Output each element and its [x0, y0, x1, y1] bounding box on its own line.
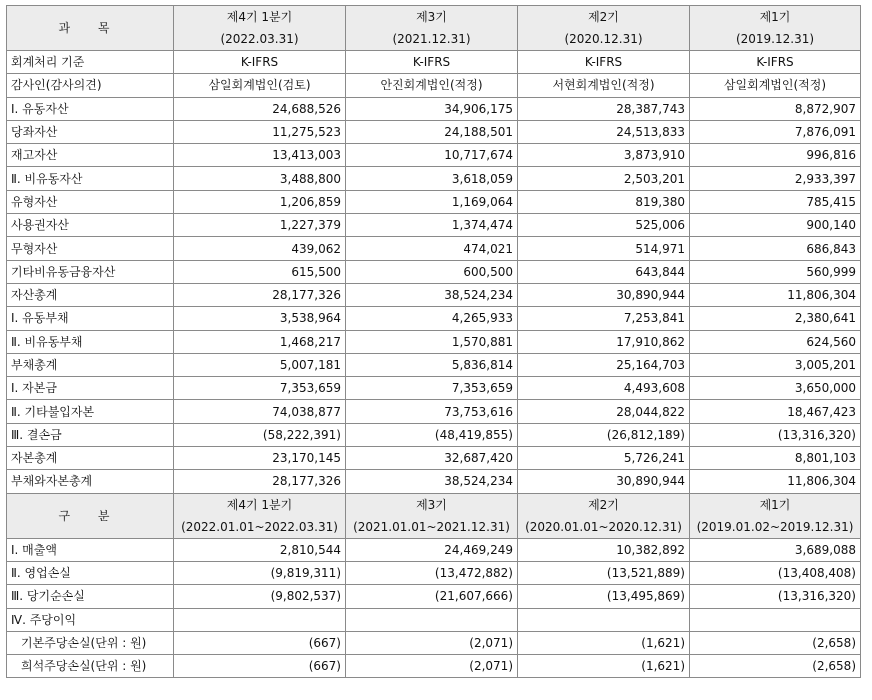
period-date: (2021.01.01~2021.12.31)	[353, 519, 510, 534]
row-label: Ⅱ. 기타불입자본	[7, 400, 174, 423]
table-body	[7, 6, 861, 678]
table-row	[7, 51, 861, 74]
row-value: 23,170,145	[174, 447, 346, 470]
period-date: (2022.03.31)	[220, 32, 299, 46]
row-value: 624,560	[690, 330, 861, 353]
table-row	[7, 538, 861, 561]
table-row	[7, 307, 861, 330]
row-value: (1,621)	[518, 631, 690, 654]
row-value: 5,836,814	[346, 353, 518, 376]
row-value: 34,906,175	[346, 97, 518, 120]
row-value: (21,607,666)	[346, 585, 518, 608]
table-row	[7, 190, 861, 213]
row-value: 7,876,091	[690, 120, 861, 143]
row-value: 3,618,059	[346, 167, 518, 190]
row-value: 24,469,249	[346, 538, 518, 561]
row-value: (9,802,537)	[174, 585, 346, 608]
row-value: (58,222,391)	[174, 423, 346, 446]
table-row	[7, 144, 861, 167]
table-row	[7, 377, 861, 400]
table-row	[7, 470, 861, 493]
row-label: 감사인(감사의견)	[7, 74, 174, 97]
row-value: 3,538,964	[174, 307, 346, 330]
row-value: (2,658)	[690, 631, 861, 654]
row-value: 11,806,304	[690, 283, 861, 306]
row-label: 회계처리 기준	[7, 51, 174, 74]
table-row	[7, 353, 861, 376]
period-date: (2020.01.01~2020.12.31)	[525, 519, 682, 534]
header-period-cell	[518, 493, 690, 538]
row-value: 28,387,743	[518, 97, 690, 120]
row-label: Ⅰ. 유동자산	[7, 97, 174, 120]
table-row	[7, 283, 861, 306]
row-value: 4,265,933	[346, 307, 518, 330]
period-date: (2019.12.31)	[735, 32, 815, 46]
header-period-cell	[690, 6, 861, 51]
financial-summary-table	[6, 5, 861, 678]
table-row	[7, 585, 861, 608]
row-label: 자산총계	[7, 283, 174, 306]
row-value: 서현회계법인(적정)	[518, 74, 690, 97]
row-value: 1,468,217	[174, 330, 346, 353]
row-value: 5,007,181	[174, 353, 346, 376]
row-label: 부채총계	[7, 353, 174, 376]
row-label: Ⅰ. 자본금	[7, 377, 174, 400]
row-value: K-IFRS	[346, 51, 518, 74]
row-value: (667)	[174, 631, 346, 654]
row-value	[346, 608, 518, 631]
row-value: 10,717,674	[346, 144, 518, 167]
row-value: 785,415	[690, 190, 861, 213]
period-label: 제3기	[416, 10, 447, 24]
row-label: Ⅱ. 비유동자산	[7, 167, 174, 190]
table-row	[7, 237, 861, 260]
period-date: (2021.12.31)	[392, 32, 471, 46]
table-row	[7, 447, 861, 470]
table-row	[7, 608, 861, 631]
row-value: 2,933,397	[690, 167, 861, 190]
header-subject-cell: 구 분	[7, 493, 174, 538]
row-value: 28,177,326	[174, 470, 346, 493]
row-value: 30,890,944	[518, 470, 690, 493]
row-label: 유형자산	[7, 190, 174, 213]
row-value: 474,021	[346, 237, 518, 260]
row-value: (667)	[174, 655, 346, 678]
period-label: 제1기	[759, 10, 791, 24]
row-value: 1,374,474	[346, 214, 518, 237]
income-header-row	[7, 493, 861, 538]
period-date: (2022.01.01~2022.03.31)	[181, 519, 338, 534]
period-label: 제3기	[416, 497, 447, 512]
row-value: 2,380,641	[690, 307, 861, 330]
table-row	[7, 214, 861, 237]
row-value: K-IFRS	[690, 51, 861, 74]
row-value: 900,140	[690, 214, 861, 237]
row-value: 삼일회계법인(검토)	[174, 74, 346, 97]
header-period-cell	[346, 493, 518, 538]
row-value	[518, 608, 690, 631]
header-period-cell	[346, 6, 518, 51]
row-value: 32,687,420	[346, 447, 518, 470]
row-value	[174, 608, 346, 631]
row-value: 28,177,326	[174, 283, 346, 306]
row-value: 525,006	[518, 214, 690, 237]
row-value: 600,500	[346, 260, 518, 283]
header-period-cell	[174, 493, 346, 538]
table-row	[7, 631, 861, 654]
row-value: 7,353,659	[174, 377, 346, 400]
period-date: (2020.12.31)	[564, 32, 643, 46]
row-value: 28,044,822	[518, 400, 690, 423]
header-period-cell	[690, 493, 861, 538]
row-value: 18,467,423	[690, 400, 861, 423]
row-value: 2,810,544	[174, 538, 346, 561]
row-value: 514,971	[518, 237, 690, 260]
period-label: 제2기	[588, 10, 619, 24]
row-value: 11,806,304	[690, 470, 861, 493]
row-value: 3,488,800	[174, 167, 346, 190]
table-row	[7, 655, 861, 678]
row-value: 74,038,877	[174, 400, 346, 423]
row-value: 3,873,910	[518, 144, 690, 167]
table-row	[7, 400, 861, 423]
row-value: 2,503,201	[518, 167, 690, 190]
row-value: 5,726,241	[518, 447, 690, 470]
row-value: 17,910,862	[518, 330, 690, 353]
row-value: K-IFRS	[174, 51, 346, 74]
row-value: (48,419,855)	[346, 423, 518, 446]
row-value: 38,524,234	[346, 283, 518, 306]
row-value: 3,005,201	[690, 353, 861, 376]
row-value: (2,071)	[346, 631, 518, 654]
row-value: 24,188,501	[346, 120, 518, 143]
row-value: 안진회계법인(적정)	[346, 74, 518, 97]
row-value: 1,169,064	[346, 190, 518, 213]
row-label: 부채와자본총계	[7, 470, 174, 493]
period-label: 제1기	[759, 497, 791, 512]
row-label: 희석주당손실(단위 : 원)	[7, 655, 174, 678]
table-row	[7, 97, 861, 120]
table-row	[7, 120, 861, 143]
table-row	[7, 330, 861, 353]
row-value: 24,688,526	[174, 97, 346, 120]
row-value: 13,413,003	[174, 144, 346, 167]
row-value: 560,999	[690, 260, 861, 283]
row-value: 1,570,881	[346, 330, 518, 353]
row-value: 73,753,616	[346, 400, 518, 423]
row-value: 3,689,088	[690, 538, 861, 561]
row-label: Ⅱ. 영업손실	[7, 561, 174, 584]
table-row	[7, 423, 861, 446]
row-label: 당좌자산	[7, 120, 174, 143]
row-value: 10,382,892	[518, 538, 690, 561]
row-value: 819,380	[518, 190, 690, 213]
row-value: 24,513,833	[518, 120, 690, 143]
row-value: 4,493,608	[518, 377, 690, 400]
header-subject-cell: 과 목	[7, 6, 174, 51]
row-value: 3,650,000	[690, 377, 861, 400]
table-row	[7, 561, 861, 584]
row-value: 643,844	[518, 260, 690, 283]
row-value: (9,819,311)	[174, 561, 346, 584]
period-label: 제4기 1분기	[226, 10, 293, 24]
row-label: Ⅲ. 결손금	[7, 423, 174, 446]
row-value: 25,164,703	[518, 353, 690, 376]
row-value: (13,316,320)	[690, 423, 861, 446]
table-row	[7, 74, 861, 97]
row-value	[690, 608, 861, 631]
row-label: 자본총계	[7, 447, 174, 470]
row-value: 38,524,234	[346, 470, 518, 493]
row-value: 30,890,944	[518, 283, 690, 306]
row-label: Ⅰ. 유동부채	[7, 307, 174, 330]
row-value: (1,621)	[518, 655, 690, 678]
row-label: Ⅲ. 당기순손실	[7, 585, 174, 608]
row-label: 무형자산	[7, 237, 174, 260]
row-value: 996,816	[690, 144, 861, 167]
row-value: 11,275,523	[174, 120, 346, 143]
row-label: Ⅳ. 주당이익	[7, 608, 174, 631]
row-label: 기본주당손실(단위 : 원)	[7, 631, 174, 654]
row-value: (13,408,408)	[690, 561, 861, 584]
row-value: 8,801,103	[690, 447, 861, 470]
row-value: (2,071)	[346, 655, 518, 678]
balance-header-row	[7, 6, 861, 51]
row-value: 615,500	[174, 260, 346, 283]
row-label: 사용권자산	[7, 214, 174, 237]
row-value: 1,227,379	[174, 214, 346, 237]
row-value: (13,495,869)	[518, 585, 690, 608]
table-row	[7, 167, 861, 190]
row-value: K-IFRS	[518, 51, 690, 74]
period-label: 제2기	[588, 497, 619, 512]
row-label: 기타비유동금융자산	[7, 260, 174, 283]
row-value: 686,843	[690, 237, 861, 260]
row-value: (2,658)	[690, 655, 861, 678]
row-value: (13,472,882)	[346, 561, 518, 584]
header-period-cell	[518, 6, 690, 51]
row-value: (13,521,889)	[518, 561, 690, 584]
row-value: (26,812,189)	[518, 423, 690, 446]
row-value: 7,353,659	[346, 377, 518, 400]
period-label: 제4기 1분기	[226, 497, 293, 512]
row-value: 439,062	[174, 237, 346, 260]
row-value: 7,253,841	[518, 307, 690, 330]
row-label: 재고자산	[7, 144, 174, 167]
row-label: Ⅱ. 비유동부채	[7, 330, 174, 353]
row-value: 1,206,859	[174, 190, 346, 213]
row-value: (13,316,320)	[690, 585, 861, 608]
header-period-cell	[174, 6, 346, 51]
row-value: 삼일회계법인(적정)	[690, 74, 861, 97]
row-value: 8,872,907	[690, 97, 861, 120]
period-date: (2019.01.02~2019.12.31)	[696, 519, 854, 534]
table-row	[7, 260, 861, 283]
row-label: Ⅰ. 매출액	[7, 538, 174, 561]
